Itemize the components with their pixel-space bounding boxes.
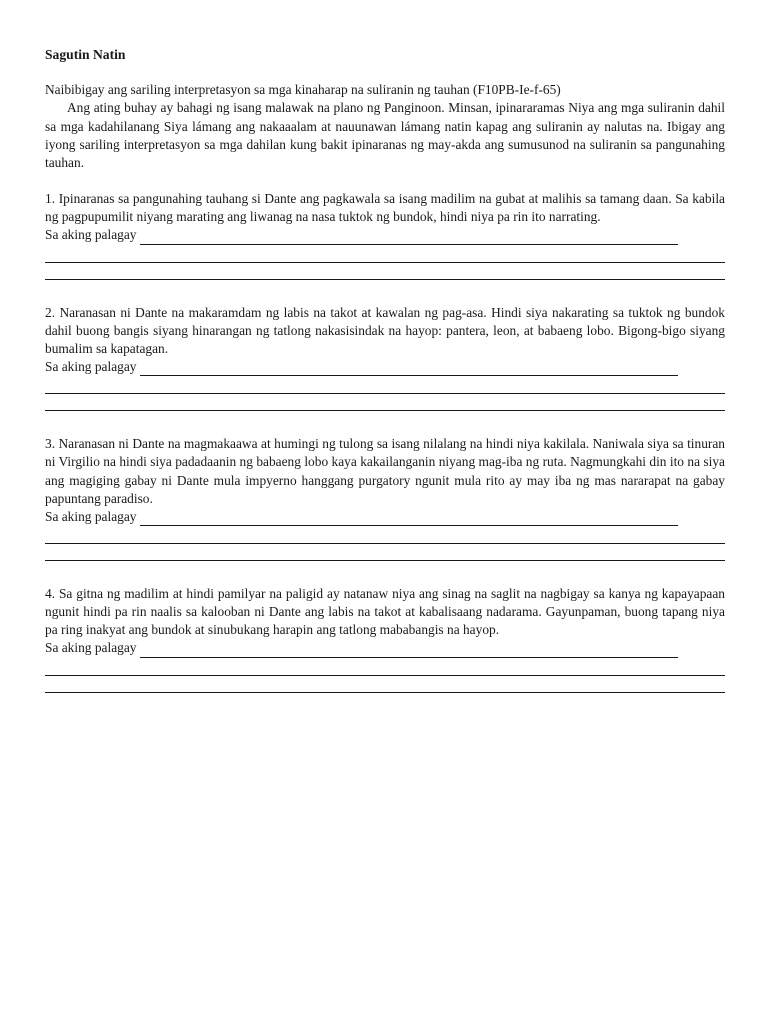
- answer-label: Sa aking palagay: [45, 359, 137, 375]
- answer-line[interactable]: [45, 543, 725, 544]
- question-item-1: [45, 190, 725, 279]
- answer-blank-line[interactable]: [140, 231, 678, 245]
- question-text: 2. Naranasan ni Dante na makaramdam ng labis na takot at kawalan ng pag-asa. Hindi siya nakarating sa tuktok ng bundok dahil buong bangis siyang hinarangan ng tatlong nakasisindak na hayop: pantera, leon, at babaeng lobo. Bigong-bigo siyang bumalim sa kapatagan.: [45, 304, 725, 357]
- answer-blank-line[interactable]: [140, 362, 678, 376]
- answer-line[interactable]: [45, 279, 725, 280]
- answer-line[interactable]: [45, 262, 725, 263]
- question-item-4: [45, 585, 725, 693]
- answer-row: [45, 227, 725, 245]
- instructions-paragraph: Ang ating buhay ay bahagi ng isang malawak na plano ng Panginoon. Minsan, ipinararamas Niya ang mga suliranin dahil sa mga kadahilanang Siya lámang ang nakaaalam at nauunawan lámang natin kapag ang suliranin ay nalutas na. Ibigay ang iyong sariling interpretasyon sa mga dahilan kung bakit ipinaranas ng may-akda ang sumusunod na suliranin sa pangunahing tauhan.: [45, 100, 725, 171]
- question-item-2: [45, 304, 725, 412]
- question-item-3: [45, 435, 725, 561]
- answer-line[interactable]: [45, 393, 725, 394]
- answer-row: [45, 508, 725, 526]
- answer-label: Sa aking palagay: [45, 640, 137, 656]
- answer-blank-line[interactable]: [140, 512, 678, 526]
- learning-objective: Naibibigay ang sariling interpretasyon sa mga kinaharap na suliranin ng tauhan (F10PB-Ie-f-65): [45, 82, 561, 98]
- answer-row: [45, 640, 725, 658]
- page-title: Sagutin Natin: [45, 47, 126, 62]
- answer-line[interactable]: [45, 692, 725, 693]
- answer-row: [45, 358, 725, 376]
- question-text: 3. Naranasan ni Dante na magmakaawa at humingi ng tulong sa isang nilalang na hindi niya kakilala. Naniwala siya sa tinuran ni Virgilio na hindi siya padadaanin ng babaeng lobo kaya kakailanganin niyang mag-iba ng ruta. Nagmungkahi din ito na siya ang magiging gabay ni Dante mula impyerno hanggang purgatory ngunit mula rito ay may iba ng mas nararapat na gabay papuntang paradiso.: [45, 436, 725, 506]
- question-text: 4. Sa gitna ng madilim at hindi pamilyar na paligid ay natanaw niya ang sinag na saglit na nagbigay sa kanya ng kapayapaan ngunit hindi pa rin naalis sa kalooban ni Dante ang labis na takot at kabalisaang nadarama. Gayunpaman, buong tapang niya pa ring inakyat ang bundok at sinubukang harapin ang tatlong mababangis na hayop.: [45, 586, 725, 638]
- answer-line[interactable]: [45, 675, 725, 676]
- answer-line[interactable]: [45, 410, 725, 411]
- answer-label: Sa aking palagay: [45, 227, 137, 243]
- answer-label: Sa aking palagay: [45, 508, 137, 524]
- question-text: 1. Ipinaranas sa pangunahing tauhang si Dante ang pagkawala sa isang madilim na gubat at malihis sa tamang daan. Sa kabila ng pagpupumilit niyang marating ang liwanag na nasa tuktok ng bundok, hindi niya pa rin ito narrating.: [45, 191, 725, 225]
- answer-blank-line[interactable]: [140, 644, 678, 658]
- answer-line[interactable]: [45, 560, 725, 561]
- question-list: [45, 190, 725, 692]
- worksheet-content: [45, 46, 725, 717]
